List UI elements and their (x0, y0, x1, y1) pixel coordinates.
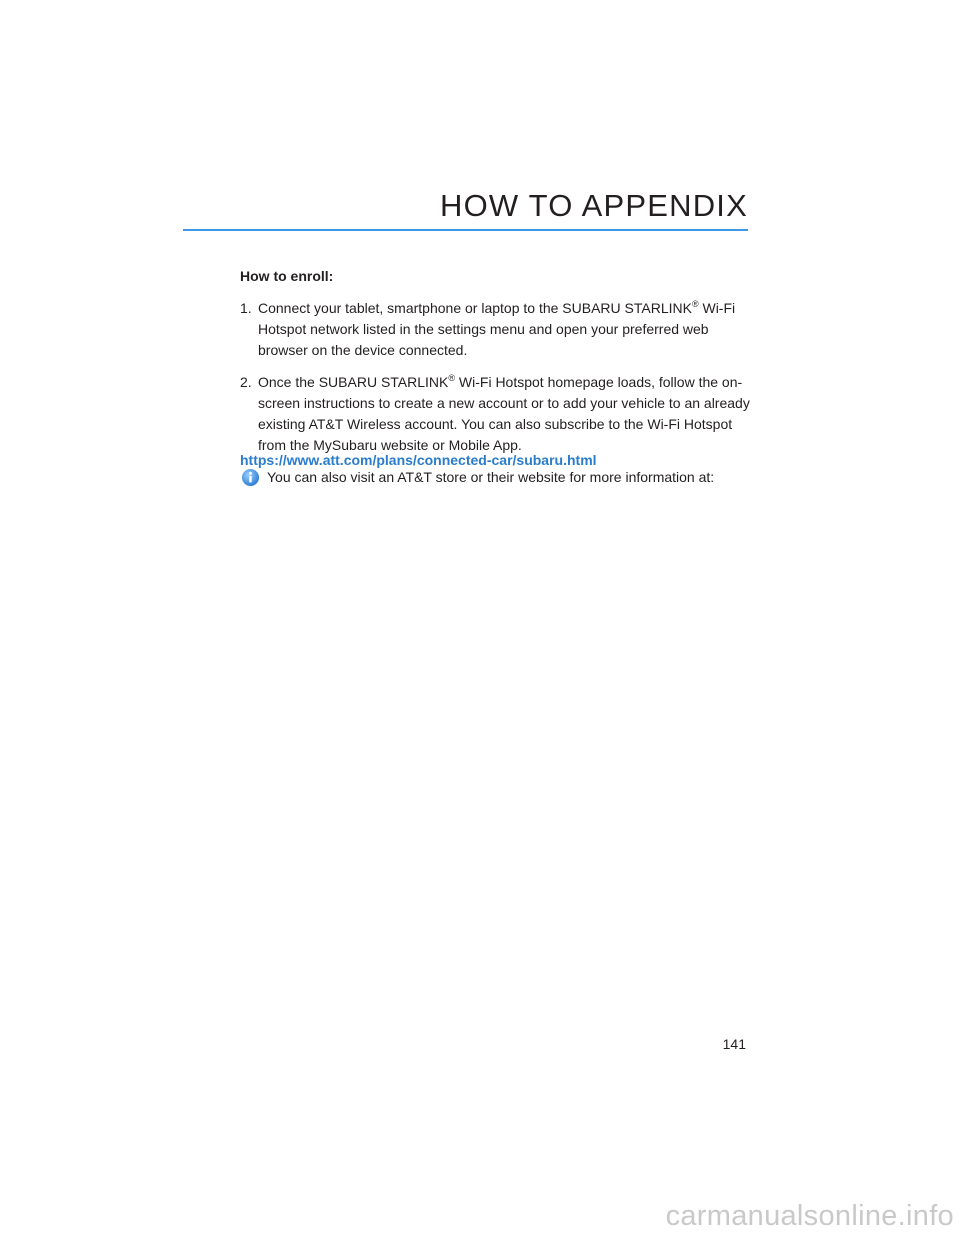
step-number: 1. (240, 300, 252, 316)
watermark: carmanualsonline.info (665, 1200, 954, 1232)
step-item (240, 372, 760, 456)
title-divider (183, 229, 748, 231)
enroll-heading: How to enroll: (240, 268, 334, 284)
att-website-link[interactable]: https://www.att.com/plans/connected-car/subaru.html (240, 452, 597, 468)
page-number: 141 (722, 1036, 746, 1052)
step-item (240, 298, 760, 361)
section-title: HOW TO APPENDIX (440, 188, 748, 223)
step-text-cont: Wi-Fi Hotspot homepage loads, follow the on-screen instructions to create a new account or to add your vehicle to an already existing AT&T Wireless account. You can also subscribe to the Wi-Fi Hotspot from the MySubaru website or Mobile App. (258, 374, 750, 453)
registered-mark: ® (448, 373, 456, 383)
step-text-cont: Wi-Fi Hotspot network listed in the settings menu and open your preferred web browser on the device connected. (258, 300, 736, 358)
note-text: You can also visit an AT&T store or their website for more information at: (267, 469, 715, 485)
step-text: Connect your tablet, smartphone or laptop to the SUBARU STARLINK (258, 300, 692, 316)
registered-mark: ® (691, 299, 699, 309)
step-number: 2. (240, 374, 252, 390)
step-text: Once the SUBARU STARLINK (258, 374, 449, 390)
